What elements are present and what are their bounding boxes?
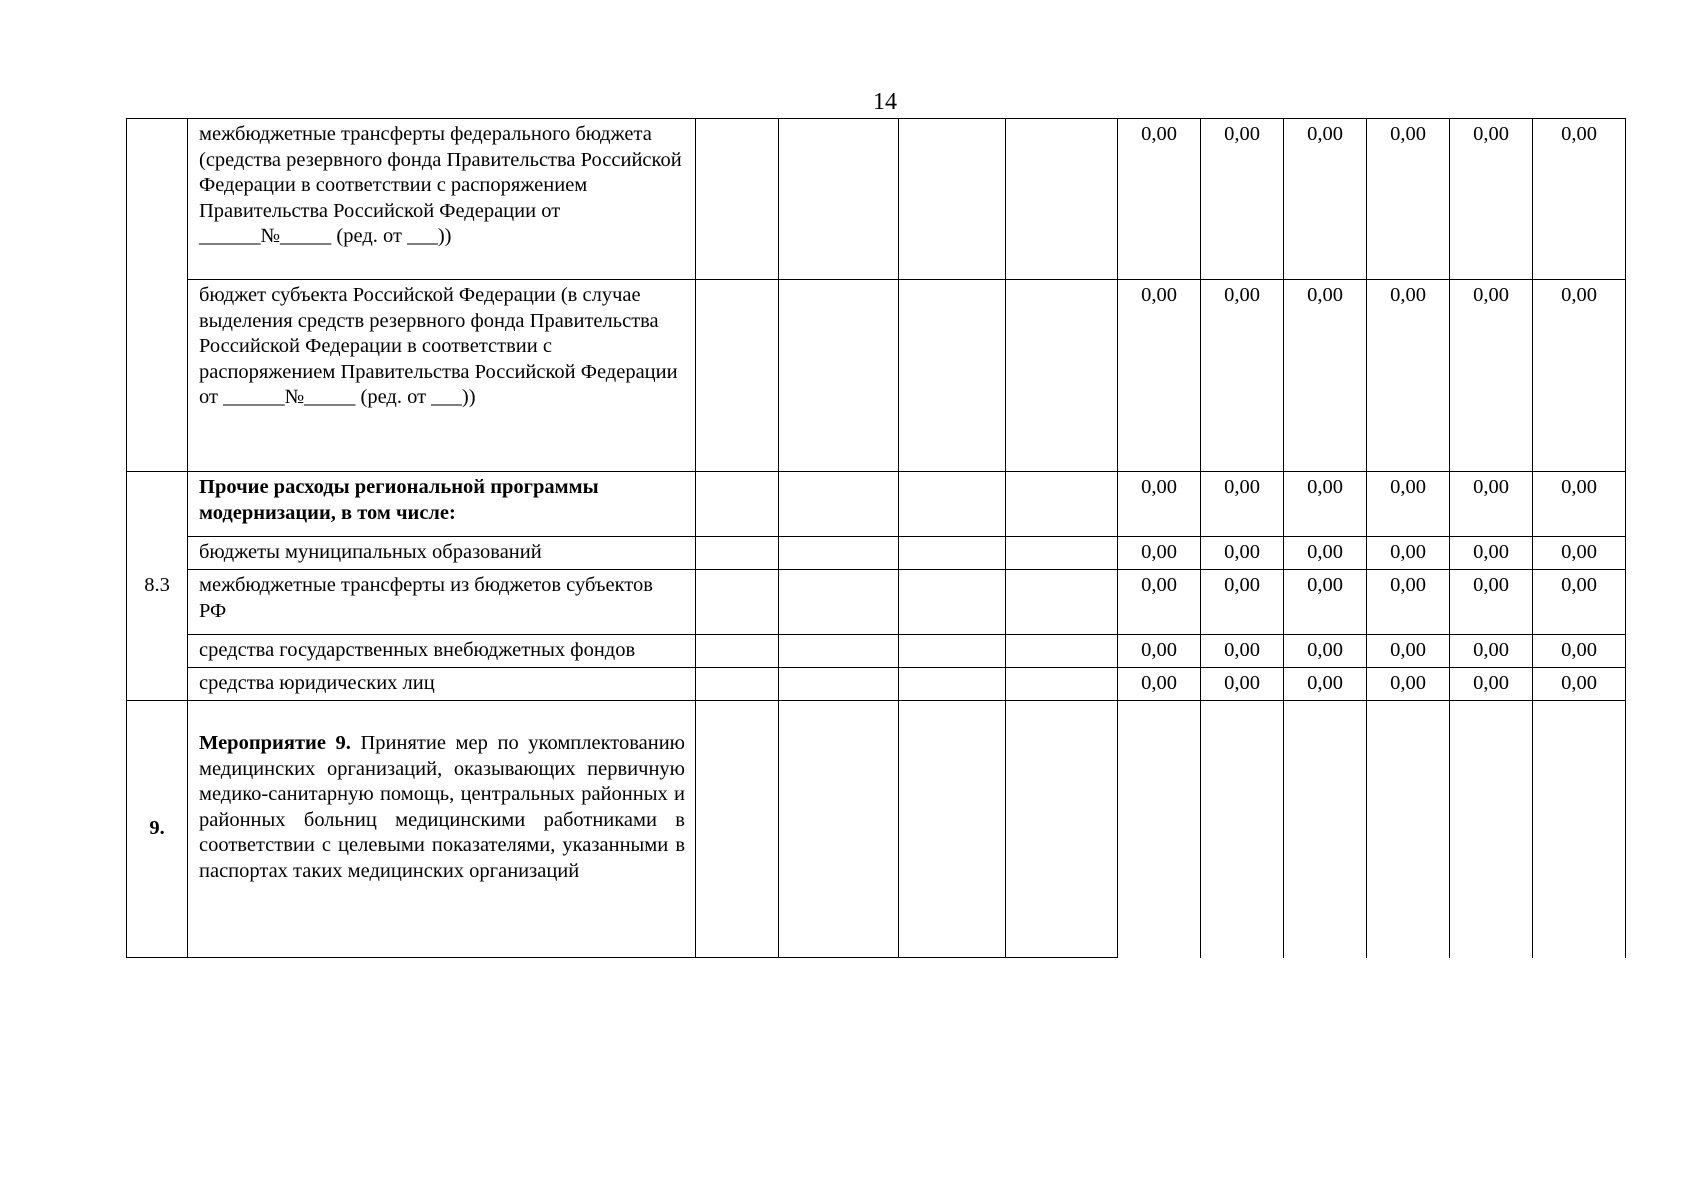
value-cell: 0,00 bbox=[1450, 280, 1533, 472]
table-row bbox=[127, 635, 1626, 668]
empty-cell bbox=[899, 635, 1006, 668]
value-cell: 0,00 bbox=[1118, 635, 1201, 668]
row-description: бюджеты муниципальных образований bbox=[188, 537, 696, 570]
value-cell: 0,00 bbox=[1118, 570, 1201, 635]
value-cell: 0,00 bbox=[1450, 635, 1533, 668]
empty-cell bbox=[1006, 280, 1118, 472]
empty-cell bbox=[1450, 701, 1533, 958]
value-cell: 0,00 bbox=[1201, 119, 1284, 280]
value-cell: 0,00 bbox=[1284, 635, 1367, 668]
empty-cell bbox=[1006, 668, 1118, 701]
page-number: 14 bbox=[873, 89, 897, 115]
table-row bbox=[127, 119, 1626, 280]
row-description bbox=[188, 701, 696, 958]
empty-cell bbox=[1006, 472, 1118, 537]
empty-cell bbox=[779, 570, 899, 635]
empty-cell bbox=[696, 280, 779, 472]
row-description: средства государственных внебюджетных фондов bbox=[188, 635, 696, 668]
table-row bbox=[127, 570, 1626, 635]
empty-cell bbox=[779, 280, 899, 472]
table-row bbox=[127, 280, 1626, 472]
empty-cell bbox=[1284, 701, 1367, 958]
budget-table bbox=[126, 118, 1626, 958]
empty-cell bbox=[696, 701, 779, 958]
value-cell: 0,00 bbox=[1450, 668, 1533, 701]
value-cell: 0,00 bbox=[1284, 280, 1367, 472]
empty-cell bbox=[899, 537, 1006, 570]
value-cell: 0,00 bbox=[1367, 472, 1450, 537]
value-cell: 0,00 bbox=[1118, 280, 1201, 472]
empty-cell bbox=[1118, 701, 1201, 958]
empty-cell bbox=[779, 668, 899, 701]
table-row bbox=[127, 472, 1626, 537]
empty-cell bbox=[1201, 701, 1284, 958]
empty-cell bbox=[696, 472, 779, 537]
value-cell: 0,00 bbox=[1367, 635, 1450, 668]
empty-cell bbox=[1006, 119, 1118, 280]
empty-cell bbox=[1006, 570, 1118, 635]
empty-cell bbox=[696, 635, 779, 668]
empty-cell bbox=[899, 119, 1006, 280]
empty-cell bbox=[779, 635, 899, 668]
empty-cell bbox=[779, 472, 899, 537]
row-description: средства юридических лиц bbox=[188, 668, 696, 701]
empty-cell bbox=[1006, 537, 1118, 570]
empty-cell bbox=[779, 537, 899, 570]
value-cell: 0,00 bbox=[1201, 635, 1284, 668]
value-cell: 0,00 bbox=[1533, 280, 1626, 472]
empty-cell bbox=[696, 570, 779, 635]
value-cell: 0,00 bbox=[1118, 537, 1201, 570]
value-cell: 0,00 bbox=[1118, 668, 1201, 701]
value-cell: 0,00 bbox=[1118, 119, 1201, 280]
empty-cell bbox=[779, 119, 899, 280]
value-cell: 0,00 bbox=[1284, 668, 1367, 701]
empty-cell bbox=[899, 280, 1006, 472]
empty-cell bbox=[1006, 635, 1118, 668]
value-cell: 0,00 bbox=[1367, 570, 1450, 635]
empty-cell bbox=[899, 668, 1006, 701]
value-cell: 0,00 bbox=[1533, 472, 1626, 537]
value-cell: 0,00 bbox=[1533, 537, 1626, 570]
value-cell: 0,00 bbox=[1533, 570, 1626, 635]
row-number-cell: 8.3 bbox=[127, 472, 188, 701]
value-cell: 0,00 bbox=[1201, 570, 1284, 635]
empty-cell bbox=[899, 472, 1006, 537]
table-row bbox=[127, 537, 1626, 570]
activity-text: Принятие мер по укомплектованию медицинских организаций, оказывающих первичную медико-санитарную помощь, центральных районных и районных больниц медицинскими работниками в соответствии с целевыми показателями, указанными в паспортах таких медицинских организаций bbox=[199, 732, 685, 882]
row-description: Прочие расходы региональной программы модернизации, в том числе: bbox=[188, 472, 696, 537]
value-cell: 0,00 bbox=[1201, 280, 1284, 472]
activity-title: Мероприятие 9. bbox=[199, 732, 351, 754]
value-cell: 0,00 bbox=[1367, 280, 1450, 472]
value-cell: 0,00 bbox=[1367, 668, 1450, 701]
value-cell: 0,00 bbox=[1367, 537, 1450, 570]
value-cell: 0,00 bbox=[1533, 119, 1626, 280]
value-cell: 0,00 bbox=[1533, 635, 1626, 668]
empty-cell bbox=[696, 668, 779, 701]
value-cell: 0,00 bbox=[1367, 119, 1450, 280]
row-description: межбюджетные трансферты федерального бюджета (средства резервного фонда Правительства Российской Федерации в соответствии с распоряжением Правительства Российской Федерации от ______№_____ (ред. от ___)) bbox=[188, 119, 696, 280]
value-cell: 0,00 bbox=[1201, 472, 1284, 537]
row-description: межбюджетные трансферты из бюджетов субъектов РФ bbox=[188, 570, 696, 635]
empty-cell bbox=[899, 570, 1006, 635]
empty-cell bbox=[696, 119, 779, 280]
value-cell: 0,00 bbox=[1201, 537, 1284, 570]
value-cell: 0,00 bbox=[1284, 472, 1367, 537]
row-description: бюджет субъекта Российской Федерации (в случае выделения средств резервного фонда Правительства Российской Федерации в соответствии с распоряжением Правительства Российской Федерации от ______№_____ (ред. от ___)) bbox=[188, 280, 696, 472]
table-row bbox=[127, 668, 1626, 701]
empty-cell bbox=[1367, 701, 1450, 958]
empty-cell bbox=[696, 537, 779, 570]
value-cell: 0,00 bbox=[1118, 472, 1201, 537]
row-number-cell: 9. bbox=[127, 701, 188, 958]
value-cell: 0,00 bbox=[1450, 570, 1533, 635]
value-cell: 0,00 bbox=[1284, 537, 1367, 570]
row-number-cell bbox=[127, 119, 188, 472]
value-cell: 0,00 bbox=[1201, 668, 1284, 701]
empty-cell bbox=[1533, 701, 1626, 958]
value-cell: 0,00 bbox=[1533, 668, 1626, 701]
empty-cell bbox=[1006, 701, 1118, 958]
empty-cell bbox=[899, 701, 1006, 958]
value-cell: 0,00 bbox=[1284, 570, 1367, 635]
value-cell: 0,00 bbox=[1450, 119, 1533, 280]
empty-cell bbox=[779, 701, 899, 958]
value-cell: 0,00 bbox=[1450, 472, 1533, 537]
table-row bbox=[127, 701, 1626, 958]
value-cell: 0,00 bbox=[1284, 119, 1367, 280]
value-cell: 0,00 bbox=[1450, 537, 1533, 570]
